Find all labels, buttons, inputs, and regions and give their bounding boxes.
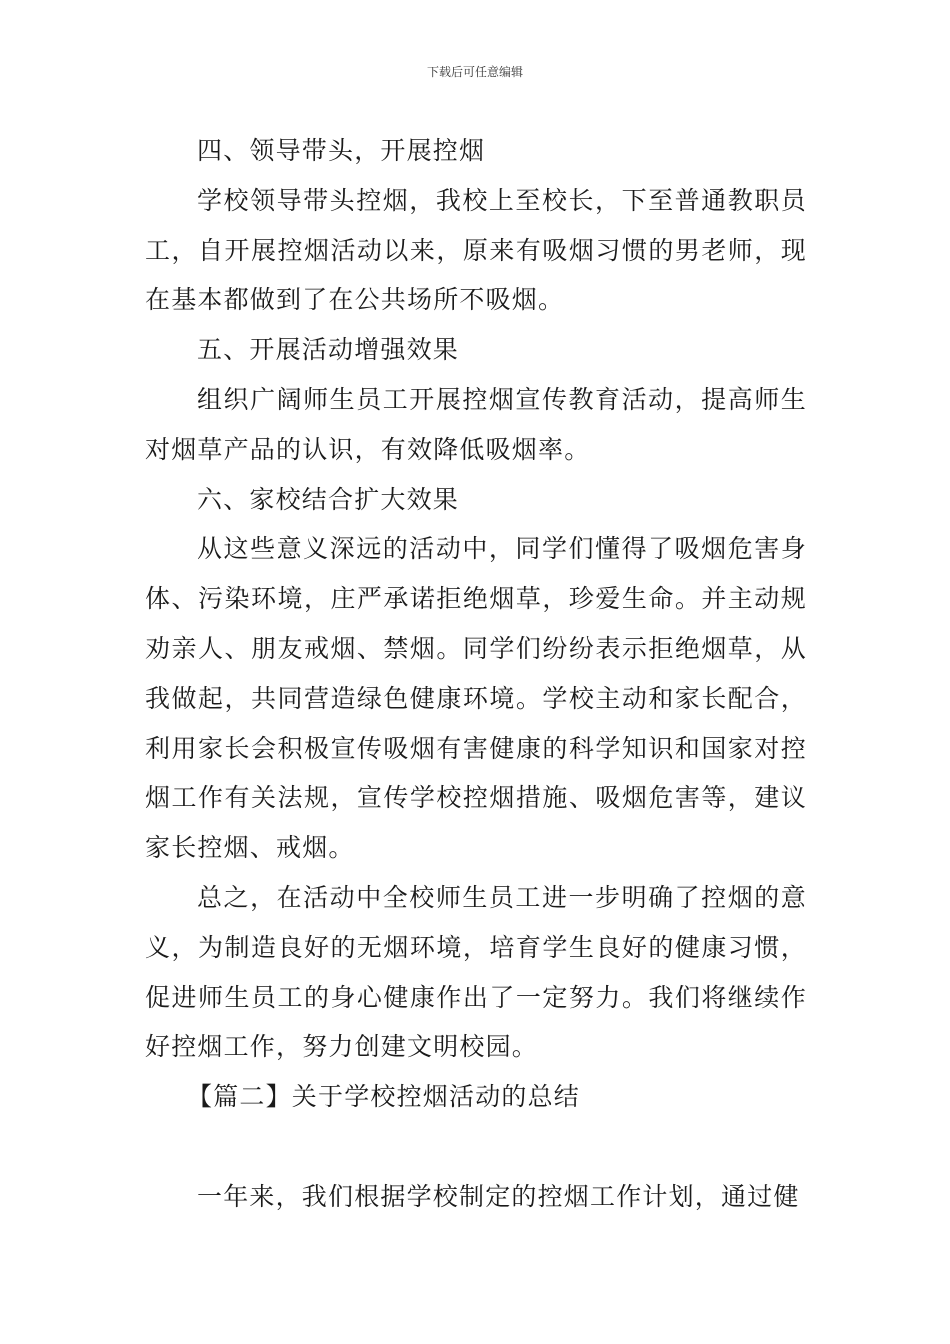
section-heading-5: 五、开展活动增强效果 (197, 335, 460, 365)
section-heading-6: 六、家校结合扩大效果 (197, 484, 460, 514)
article-two-title: 【篇二】关于学校控烟活动的总结 (187, 1082, 581, 1112)
page-header-note: 下载后可任意编辑 (426, 65, 523, 79)
document-body (145, 126, 807, 1222)
paragraph-leadership: 学校领导带头控烟，我校上至校长，下至普通教职员工，自开展控烟活动以来，原来有吸烟习惯的男老师，现在基本都做到了在公共场所不吸烟。 (145, 185, 807, 315)
paragraph-article-two-intro: 一年来，我们根据学校制定的控烟工作计划，通过健 (197, 1181, 800, 1211)
paragraph-summary: 总之，在活动中全校师生员工进一步明确了控烟的意义，为制造良好的无烟环境，培育学生良好的健康习惯，促进师生员工的身心健康作出了一定努力。我们将继续作好控烟工作，努力创建文明校园。 (145, 882, 807, 1062)
section-heading-4: 四、领导带头，开展控烟 (197, 136, 486, 165)
paragraph-home-school: 从这些意义深远的活动中，同学们懂得了吸烟危害身体、污染环境，庄严承诺拒绝烟草，珍爱生命。并主动规劝亲人、朋友戒烟、禁烟。同学们纷纷表示拒绝烟草，从我做起，共同营造绿色健康环境。学校主动和家长配合，利用家长会积极宣传吸烟有害健康的科学知识和国家对控烟工作有关法规，宣传学校控烟措施、吸烟危害等，建议家长控烟、戒烟。 (145, 534, 807, 863)
paragraph-activities: 组织广阔师生员工开展控烟宣传教育活动，提高师生对烟草产品的认识，有效降低吸烟率。 (145, 384, 807, 464)
blank-line (145, 1122, 807, 1172)
